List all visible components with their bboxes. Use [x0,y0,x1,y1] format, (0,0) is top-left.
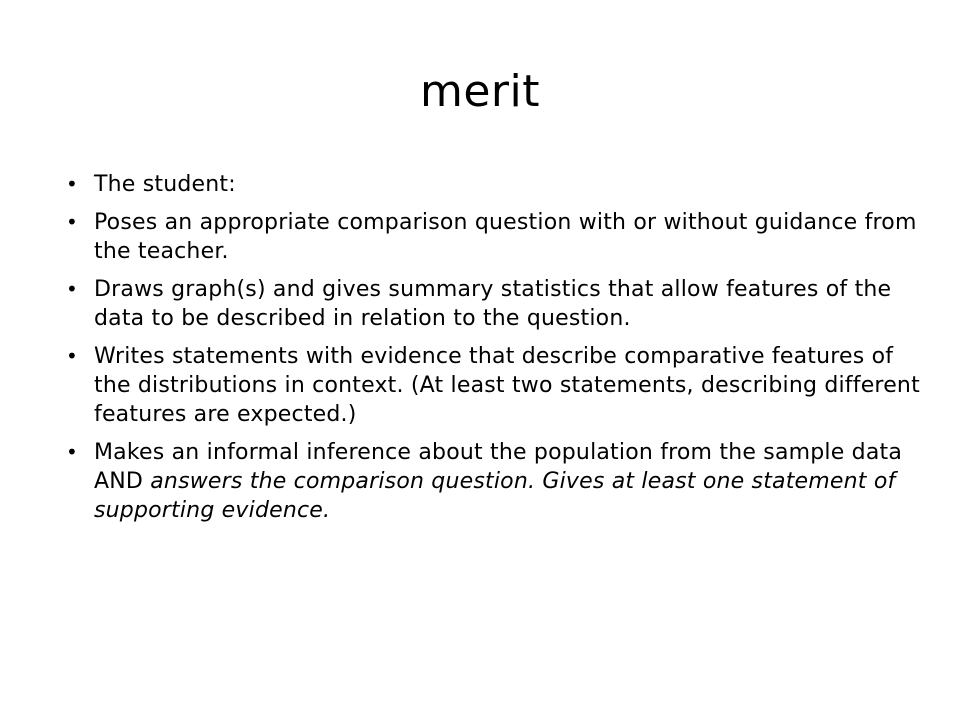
bullet-item [66,275,926,333]
slide-title: merit [420,66,540,117]
bullet-item [66,208,926,266]
bullet-text-italic: answers the comparison question. Gives at least one statement of supporting evidence. [94,469,896,523]
bullet-dot-icon: • [66,172,78,196]
bullet-item [66,170,926,199]
bullet-text: Poses an appropriate comparison question with or without guidance from the teacher. [94,210,917,264]
bullet-item [66,342,926,429]
bullet-text-plain: Makes an informal inference about the population from the sample data AND [94,440,903,494]
bullet-text: Draws graph(s) and gives summary statistics that allow features of the data to be described in relation to the question. [94,277,892,331]
bullet-dot-icon: • [66,277,78,301]
bullet-item [66,438,926,525]
bullet-text: Writes statements with evidence that describe comparative features of the distributions in context. (At least two statements, describing different features are expected.) [94,344,920,427]
bullet-dot-icon: • [66,344,78,368]
bullet-dot-icon: • [66,440,78,464]
bullet-list [66,170,926,534]
bullet-dot-icon: • [66,210,78,234]
bullet-text: The student: [94,172,236,197]
